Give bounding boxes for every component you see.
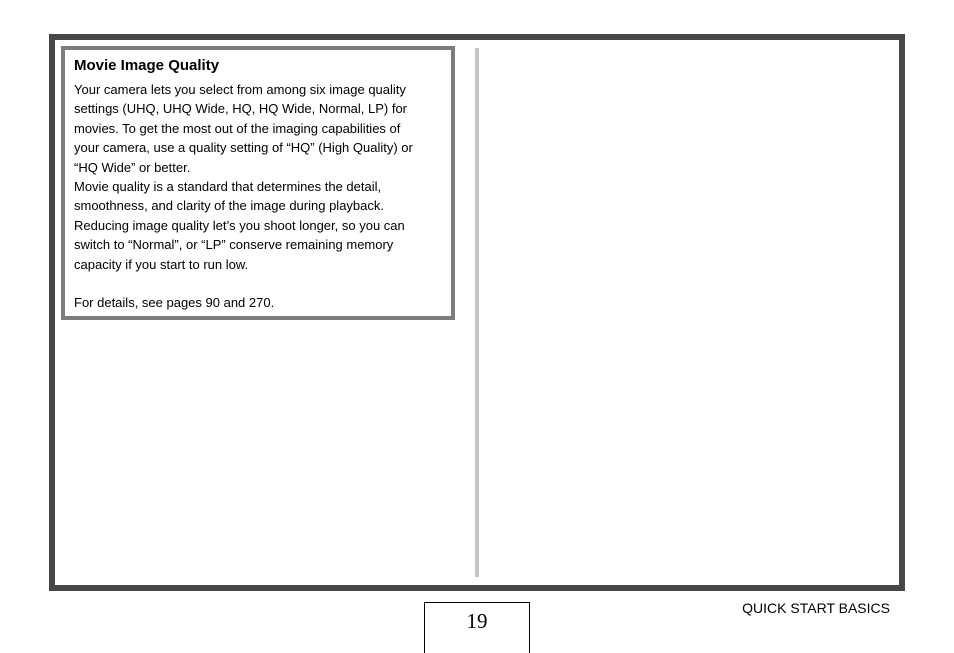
section-label: QUICK START BASICS (742, 600, 890, 616)
note-line: your camera, use a quality setting of “HQ” (High Quality) or (74, 140, 413, 156)
column-divider (475, 48, 479, 577)
note-line: Reducing image quality let’s you shoot longer, so you can (74, 217, 405, 233)
note-line: settings (UHQ, UHQ Wide, HQ, HQ Wide, Normal, LP) for (74, 101, 408, 117)
note-line: movies. To get the most out of the imaging capabilities of (74, 120, 401, 136)
note-line: switch to “Normal”, or “LP” conserve remaining memory (74, 237, 394, 253)
note-title: Movie Image Quality (74, 57, 220, 74)
note-body (74, 80, 446, 313)
page-number: 19 (466, 609, 488, 633)
note-line: smoothness, and clarity of the image during playback. (74, 198, 385, 214)
note-gap (74, 274, 446, 293)
note-box (61, 46, 455, 320)
note-line: “HQ Wide” or better. (74, 159, 191, 175)
note-line: Your camera lets you select from among six image quality (74, 82, 406, 97)
note-line: capacity if you start to run low. (74, 256, 249, 272)
note-line: Movie quality is a standard that determines the detail, (74, 179, 382, 195)
note-details: For details, see pages 90 and 270. (74, 295, 275, 311)
page-number-box (424, 602, 530, 653)
